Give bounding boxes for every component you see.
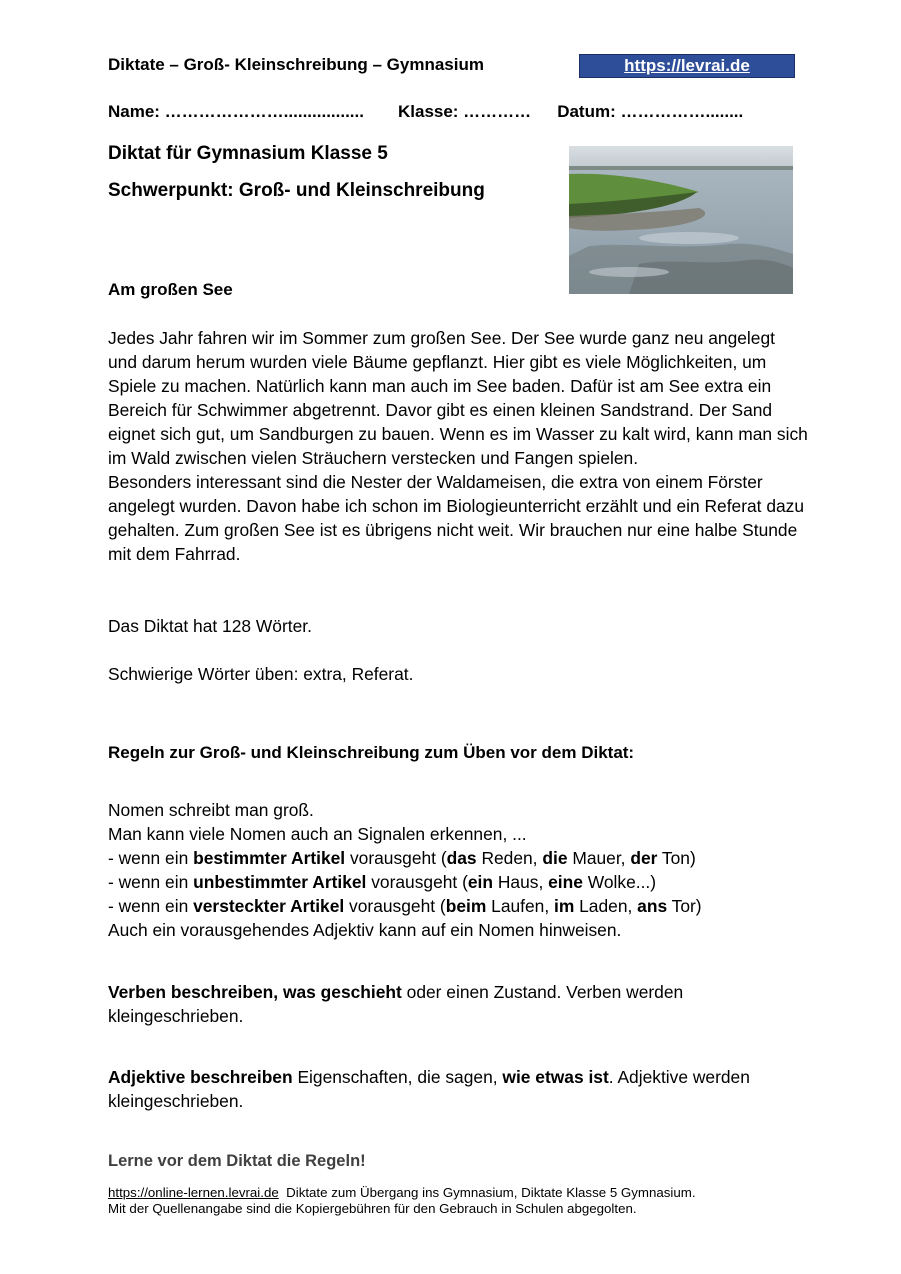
difficult-words: Schwierige Wörter üben: extra, Referat. <box>108 664 414 684</box>
rule-line: Auch ein vorausgehendes Adjektiv kann auf ein Nomen hinweisen. <box>108 920 622 940</box>
online-lernen-link[interactable]: https://online-lernen.levrai.de <box>108 1185 279 1200</box>
nomen-rules <box>108 798 808 942</box>
student-fields <box>108 102 743 122</box>
rule-line: Man kann viele Nomen auch an Signalen erkennen, ... <box>108 824 527 844</box>
verb-rule: Verben beschreiben, was geschieht oder einen Zustand. Verben werden kleingeschrieben. <box>108 982 684 1026</box>
page-subtitle: Schwerpunkt: Groß- und Kleinschreibung <box>108 180 485 201</box>
lake-photo <box>569 146 793 294</box>
adjective-rule: Adjektive beschreiben Eigenschaften, die sagen, wie etwas ist. Adjektive werden kleingeschrieben. <box>108 1067 750 1111</box>
document-header-title: Diktate – Groß- Kleinschreibung – Gymnasium <box>108 55 484 74</box>
story-paragraph: Jedes Jahr fahren wir im Sommer zum großen See. Der See wurde ganz neu angelegt und darum herum wurden viele Bäume gepflanzt. Hier gibt es viele Möglichkeiten, um Spiele zu machen. Natürlich kann man auch im See baden. Dafür ist am See extra ein Bereich für Schwimmer abgetrennt. Davor gibt es einen kleinen Sandstrand. Der Sand eignet sich gut, um Sandburgen zu bauen. Wenn es im Wasser zu kalt wird, kann man sich im Wald zwischen vielen Sträuchern verstecken und Fangen spielen. <box>108 328 808 468</box>
story-paragraph: Besonders interessant sind die Nester der Waldameisen, die extra von einem Förster angelegt wurden. Davon habe ich schon im Biologieunterricht erzählt und ein Referat dazu gehalten. Zum großen See ist es übrigens nicht weit. Wir brauchen nur eine halbe Stunde mit dem Fahrrad. <box>108 472 805 564</box>
levrai-link[interactable]: https://levrai.de <box>579 54 795 78</box>
page-title: Diktat für Gymnasium Klasse 5 <box>108 143 388 164</box>
datum-field[interactable]: Datum: ……………........ <box>557 102 744 121</box>
rule-line: - wenn ein bestimmter Artikel vorausgeht (das Reden, die Mauer, der Ton) <box>108 848 696 868</box>
name-field[interactable]: Name: …………………................. <box>108 102 364 121</box>
rule-line: - wenn ein unbestimmter Artikel vorausgeht (ein Haus, eine Wolke...) <box>108 872 657 892</box>
footer-notice: https://online-lernen.levrai.de Diktate zum Übergang ins Gymnasium, Diktate Klasse 5 Gymnasium. Mit der Quellenangabe sind die Kopiergebühren für den Gebrauch in Schulen abgegolten. <box>108 1185 696 1216</box>
story-title: Am großen See <box>108 280 233 299</box>
lake-image <box>569 146 793 294</box>
rules-title: Regeln zur Groß- und Kleinschreibung zum Üben vor dem Diktat: <box>108 743 635 762</box>
story-text <box>108 326 808 566</box>
word-count: Das Diktat hat 128 Wörter. <box>108 616 312 636</box>
rule-line: - wenn ein versteckter Artikel vorausgeht (beim Laufen, im Laden, ans Tor) <box>108 896 702 916</box>
rule-line: Nomen schreibt man groß. <box>108 800 314 820</box>
footer-cta: Lerne vor dem Diktat die Regeln! <box>108 1152 366 1170</box>
klasse-field[interactable]: Klasse: ………… <box>397 102 532 121</box>
